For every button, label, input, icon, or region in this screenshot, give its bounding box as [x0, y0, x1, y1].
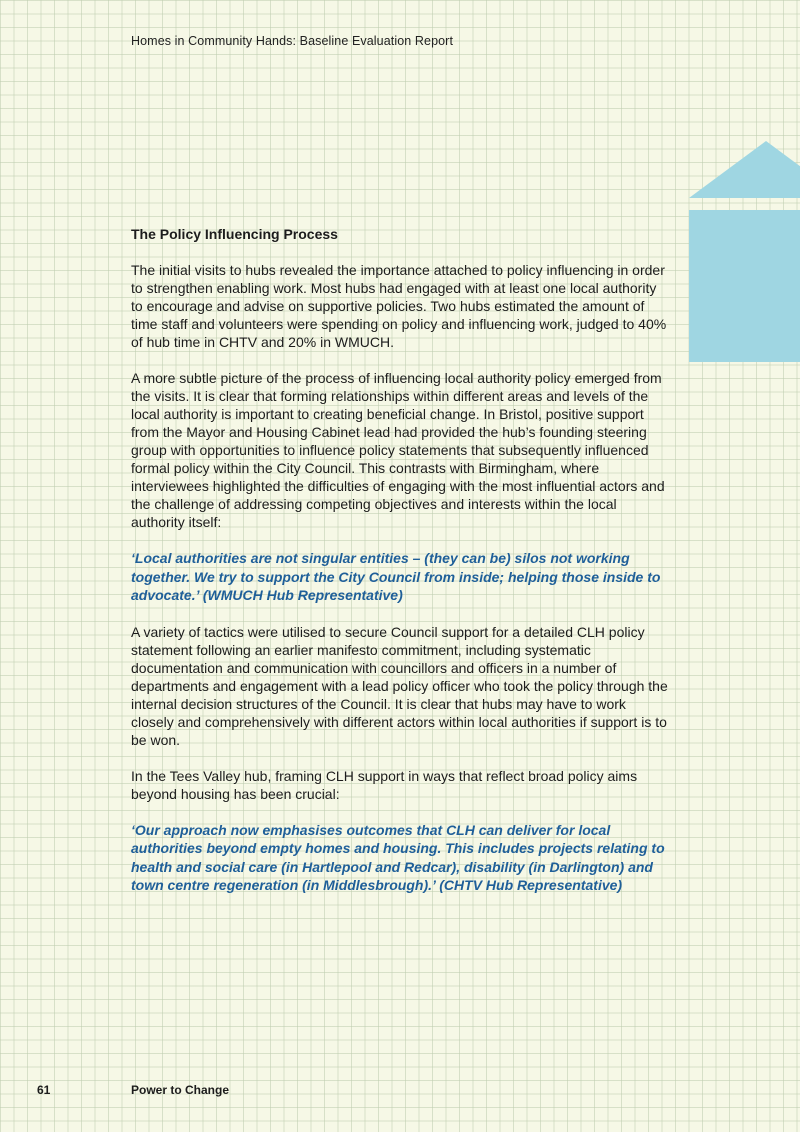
pull-quote: ‘Our approach now emphasises outcomes that CLH can deliver for local authorities beyond empty homes and housing. This includes projects relating to health and social care (in Hartlepool and Redcar), disability (in Darlington) and town centre regeneration (in Middlesbrough).’ (CHTV Hub Representative)	[131, 821, 665, 893]
body-paragraph: The initial visits to hubs revealed the importance attached to policy influencing in order to strengthen enabling work. Most hubs had engaged with at least one local authority to encourage and advise on supportive policies. Two hubs estimated the amount of time staff and volunteers were spending on policy and influencing work, judged to 40% of hub time in CHTV and 20% in WMUCH.	[131, 262, 667, 350]
footer-brand: Power to Change	[131, 1083, 230, 1097]
house-roof-graphic	[689, 141, 800, 198]
body-paragraph: In the Tees Valley hub, framing CLH support in ways that reflect broad policy aims beyond housing has been crucial:	[131, 767, 638, 802]
section-heading: The Policy Influencing Process	[131, 226, 338, 242]
main-content	[131, 225, 671, 913]
page-number: 61	[37, 1083, 51, 1097]
body-paragraph: A more subtle picture of the process of influencing local authority policy emerged from the visits. It is clear that forming relationships within different areas and levels of the local authority is important to creating beneficial change. In Bristol, positive support from the Mayor and Housing Cabinet lead had provided the hub’s founding steering group with opportunities to influence policy statements that subsequently influenced formal policy within the City Council. This contrasts with Birmingham, where interviewees highlighted the difficulties of engaging with the most influential actors and the challenge of addressing competing objectives and interests within the local authority itself:	[131, 370, 665, 530]
house-body-graphic	[689, 210, 800, 362]
running-header-title: Homes in Community Hands: Baseline Evaluation Report	[131, 34, 454, 48]
body-paragraph: A variety of tactics were utilised to secure Council support for a detailed CLH policy statement following an earlier manifesto commitment, including systematic documentation and communication with councillors and officers in a number of departments and engagement with a lead policy officer who took the policy through the internal decision structures of the Council. It is clear that hubs may have to work closely and comprehensively with different actors within local authorities if support is to be won.	[131, 623, 668, 748]
pull-quote: ‘Local authorities are not singular entities – (they can be) silos not working together. We try to support the City Council from inside; helping those inside to advocate.’ (WMUCH Hub Representative)	[131, 550, 661, 603]
